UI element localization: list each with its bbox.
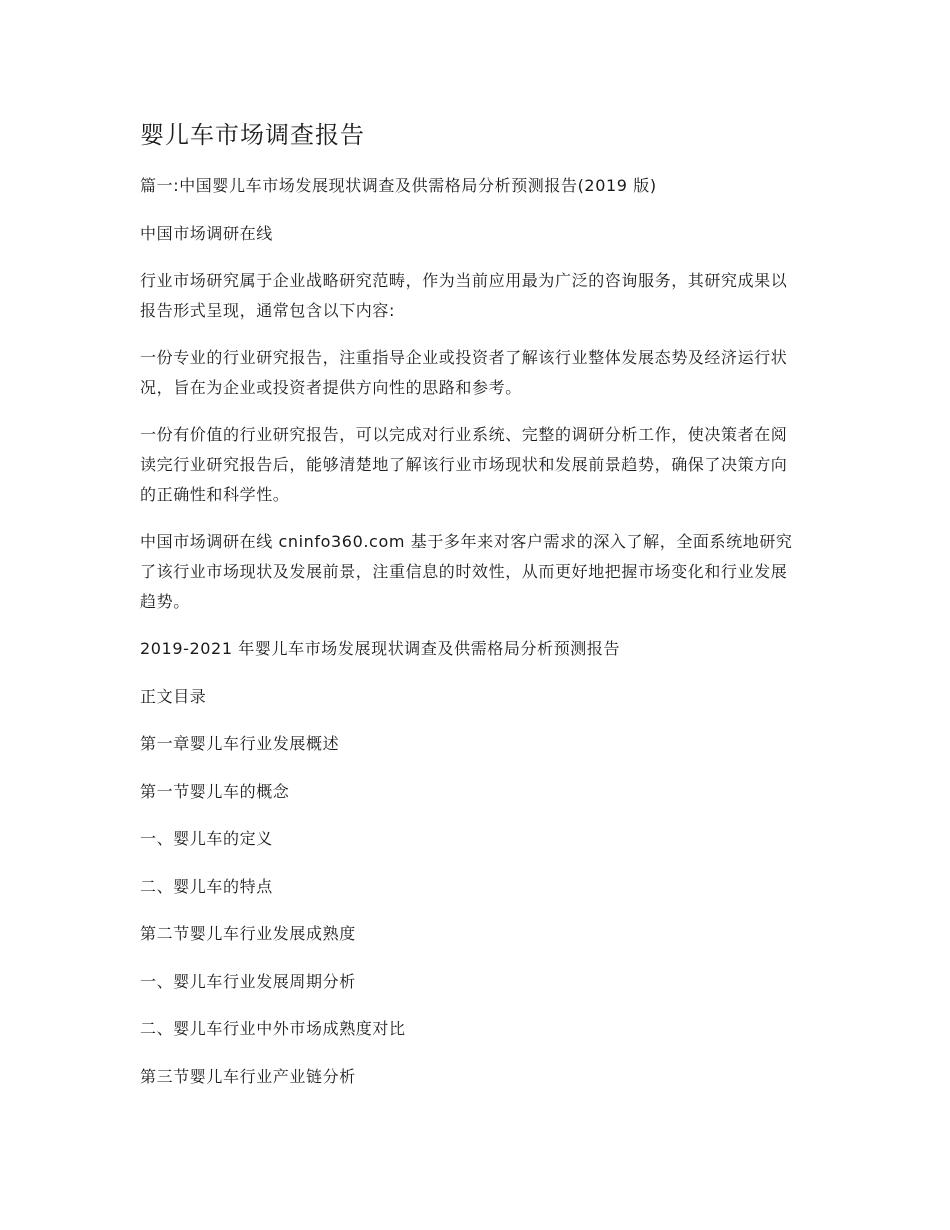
report-title: 2019-2021 年婴儿车市场发展现状调查及供需格局分析预测报告 [140, 639, 621, 658]
document-page [140, 117, 800, 1109]
body-paragraph: 中国市场调研在线 cninfo360.com 基于多年来对客户需求的深入了解，全面系统地研究了该行业市场现状及发展前景，注重信息的时效性，从而更好地把握市场变化和行业发展趋势。 [140, 532, 793, 611]
body-paragraph: 一份专业的行业研究报告，注重指导企业或投资者了解该行业整体发展态势及经济运行状况，旨在为企业或投资者提供方向性的思路和参考。 [140, 348, 788, 397]
toc-item: 第一章婴儿车行业发展概述 [140, 734, 340, 753]
toc-item: 第二节婴儿车行业发展成熟度 [140, 924, 356, 943]
toc-item: 第三节婴儿车行业产业链分析 [140, 1066, 356, 1086]
body-paragraph: 一份有价值的行业研究报告，可以完成对行业系统、完整的调研分析工作，使决策者在阅读完行业研究报告后，能够清楚地了解该行业市场现状和发展前景趋势，确保了决策方向的正确性和科学性。 [140, 425, 788, 504]
toc-item: 一、婴儿车行业发展周期分析 [140, 971, 356, 991]
document-title: 婴儿车市场调查报告 [140, 121, 365, 149]
toc-item: 二、婴儿车行业中外市场成熟度对比 [140, 1019, 406, 1038]
toc-heading: 正文目录 [140, 686, 207, 706]
body-paragraph: 行业市场研究属于企业战略研究范畴，作为当前应用最为广泛的咨询服务，其研究成果以报告形式呈现，通常包含以下内容: [140, 271, 788, 320]
toc-item: 一、婴儿车的定义 [140, 829, 273, 848]
section-heading: 篇一:中国婴儿车市场发展现状调查及供需格局分析预测报告(2019 版) [140, 176, 657, 195]
toc-item: 二、婴儿车的特点 [140, 876, 273, 896]
toc-item: 第一节婴儿车的概念 [140, 781, 290, 801]
source-name: 中国市场调研在线 [140, 223, 273, 243]
